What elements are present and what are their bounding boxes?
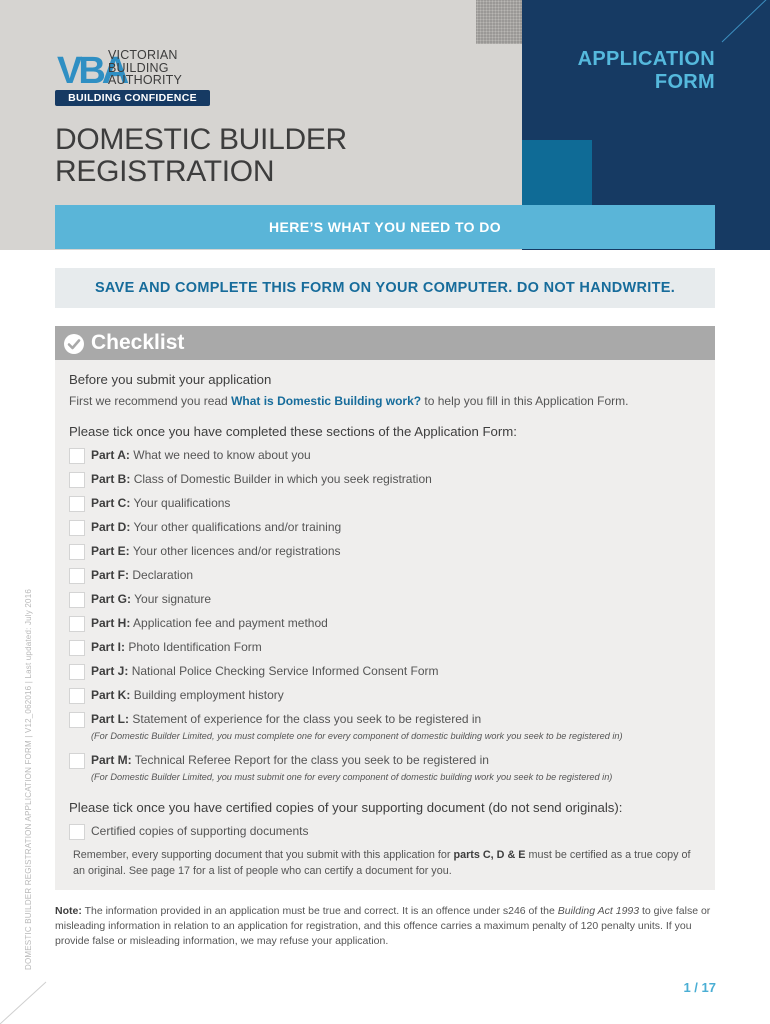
title-line1: DOMESTIC BUILDER	[55, 123, 347, 156]
form-type-label	[578, 48, 715, 94]
checkbox-certified-copies[interactable]	[69, 824, 85, 840]
corner-line-decoration	[0, 980, 48, 1024]
checkbox-part-f[interactable]	[69, 568, 85, 584]
checkbox-part-j[interactable]	[69, 664, 85, 680]
checkbox-part-a[interactable]	[69, 448, 85, 464]
checkbox-part-k[interactable]	[69, 688, 85, 704]
reminder-text	[73, 847, 703, 879]
item-part-label: Part K:	[91, 688, 131, 702]
page-title	[55, 124, 347, 188]
checkbox-part-i[interactable]	[69, 640, 85, 656]
checkbox-part-l[interactable]	[69, 712, 85, 728]
note-label: Note:	[55, 905, 82, 917]
checklist-title: Checklist	[91, 331, 185, 354]
logo-letters: VBA	[57, 50, 126, 89]
what-you-need-banner: HERE’S WHAT YOU NEED TO DO	[55, 205, 715, 249]
logo-line3: AUTHORITY	[108, 73, 183, 87]
logo-wordmark	[108, 49, 182, 87]
reminder-prefix: Remember, every supporting document that you submit with this application for	[73, 849, 454, 861]
item-part-label: Part F:	[91, 568, 130, 582]
checklist-body	[55, 360, 715, 890]
domestic-building-work-link[interactable]: What is Domestic Building work?	[231, 394, 422, 408]
item-part-label: Part G:	[91, 592, 132, 606]
item-text: Statement of experience for the class you seek to be registered in	[132, 712, 482, 726]
form-type-line1: APPLICATION	[577, 48, 715, 70]
note-text-1: The information provided in an application must be true and correct. It is an offence under s246 of the	[81, 905, 558, 917]
item-text: National Police Checking Service Informed Consent Form	[131, 664, 439, 678]
side-footer-text: DOMESTIC BUILDER REGISTRATION APPLICATION FORM | V12_062016 | Last updated: July 2016	[24, 589, 33, 970]
item-part-label: Part B:	[91, 472, 131, 486]
note-text-2: to give false or misleading information in relation to an application for registration, and this offence carries a maximum penalty of 120 penalty units. If you provide false or misleading information, we may refuse your application.	[55, 905, 711, 947]
vba-logo	[55, 47, 215, 109]
checkbox-part-g[interactable]	[69, 592, 85, 608]
item-part-label: Part C:	[91, 496, 131, 510]
item-note: (For Domestic Builder Limited, you must submit one for every component of domestic building work you seek to be registered in)	[91, 772, 613, 782]
item-text: Building employment history	[133, 688, 284, 702]
checkbox-part-d[interactable]	[69, 520, 85, 536]
item-part-label: Part M:	[91, 753, 132, 767]
checkbox-part-b[interactable]	[69, 472, 85, 488]
checklist-header	[55, 326, 715, 360]
reminder-suffix: must be certified as a true copy of an original. See page 17 for a list of people who can certify a document for you.	[73, 849, 691, 877]
item-part-label: Part A:	[91, 448, 130, 462]
item-text: Your qualifications	[133, 496, 231, 510]
logo-line2: BUILDING	[108, 60, 169, 75]
note-act: Building Act 1993	[557, 905, 640, 917]
page-number: 1 / 17	[683, 980, 716, 995]
item-part-label: Part J:	[91, 664, 129, 678]
checkbox-part-h[interactable]	[69, 616, 85, 632]
header-pattern	[476, 0, 522, 44]
item-part-label: Part D:	[91, 520, 131, 534]
item-note: (For Domestic Builder Limited, you must complete one for every component of domestic building work you seek to be registered in)	[91, 731, 623, 741]
title-line2: REGISTRATION	[55, 155, 275, 188]
legal-note	[55, 904, 715, 949]
item-text: Class of Domestic Builder in which you seek registration	[133, 472, 432, 486]
item-text: Your other qualifications and/or training	[133, 520, 342, 534]
item-text: What we need to know about you	[133, 448, 311, 462]
form-type-line2: FORM	[654, 71, 715, 93]
item-text: Technical Referee Report for the class you seek to be registered in	[134, 753, 489, 767]
item-text: Photo Identification Form	[128, 640, 262, 654]
recommend-text	[69, 394, 629, 408]
check-circle-icon	[63, 333, 85, 355]
item-part-label: Part L:	[91, 712, 130, 726]
reminder-bold: parts C, D & E	[453, 849, 526, 861]
certified-copies-heading: Please tick once you have certified copies of your supporting document (do not send originals):	[69, 800, 623, 815]
before-submit-heading: Before you submit your application	[69, 372, 272, 387]
logo-line1: VICTORIAN	[108, 48, 178, 62]
checkbox-part-c[interactable]	[69, 496, 85, 512]
item-text: Application fee and payment method	[133, 616, 328, 630]
tick-sections-heading: Please tick once you have completed these sections of the Application Form:	[69, 424, 517, 439]
item-text: Declaration	[132, 568, 194, 582]
item-text: Certified copies of supporting documents	[91, 824, 309, 838]
checkbox-part-m[interactable]	[69, 753, 85, 769]
header-teal-square	[522, 140, 592, 205]
item-text: Your other licences and/or registrations	[132, 544, 341, 558]
item-part-label: Part H:	[91, 616, 131, 630]
logo-badge: BUILDING CONFIDENCE	[55, 90, 210, 106]
instruction-box: SAVE AND COMPLETE THIS FORM ON YOUR COMPUTER. DO NOT HANDWRITE.	[55, 268, 715, 308]
item-part-label: Part E:	[91, 544, 130, 558]
recommend-suffix: to help you fill in this Application Form.	[421, 394, 629, 408]
item-part-label: Part I:	[91, 640, 126, 654]
checkbox-part-e[interactable]	[69, 544, 85, 560]
item-text: Your signature	[134, 592, 212, 606]
recommend-prefix: First we recommend you read	[69, 394, 232, 408]
